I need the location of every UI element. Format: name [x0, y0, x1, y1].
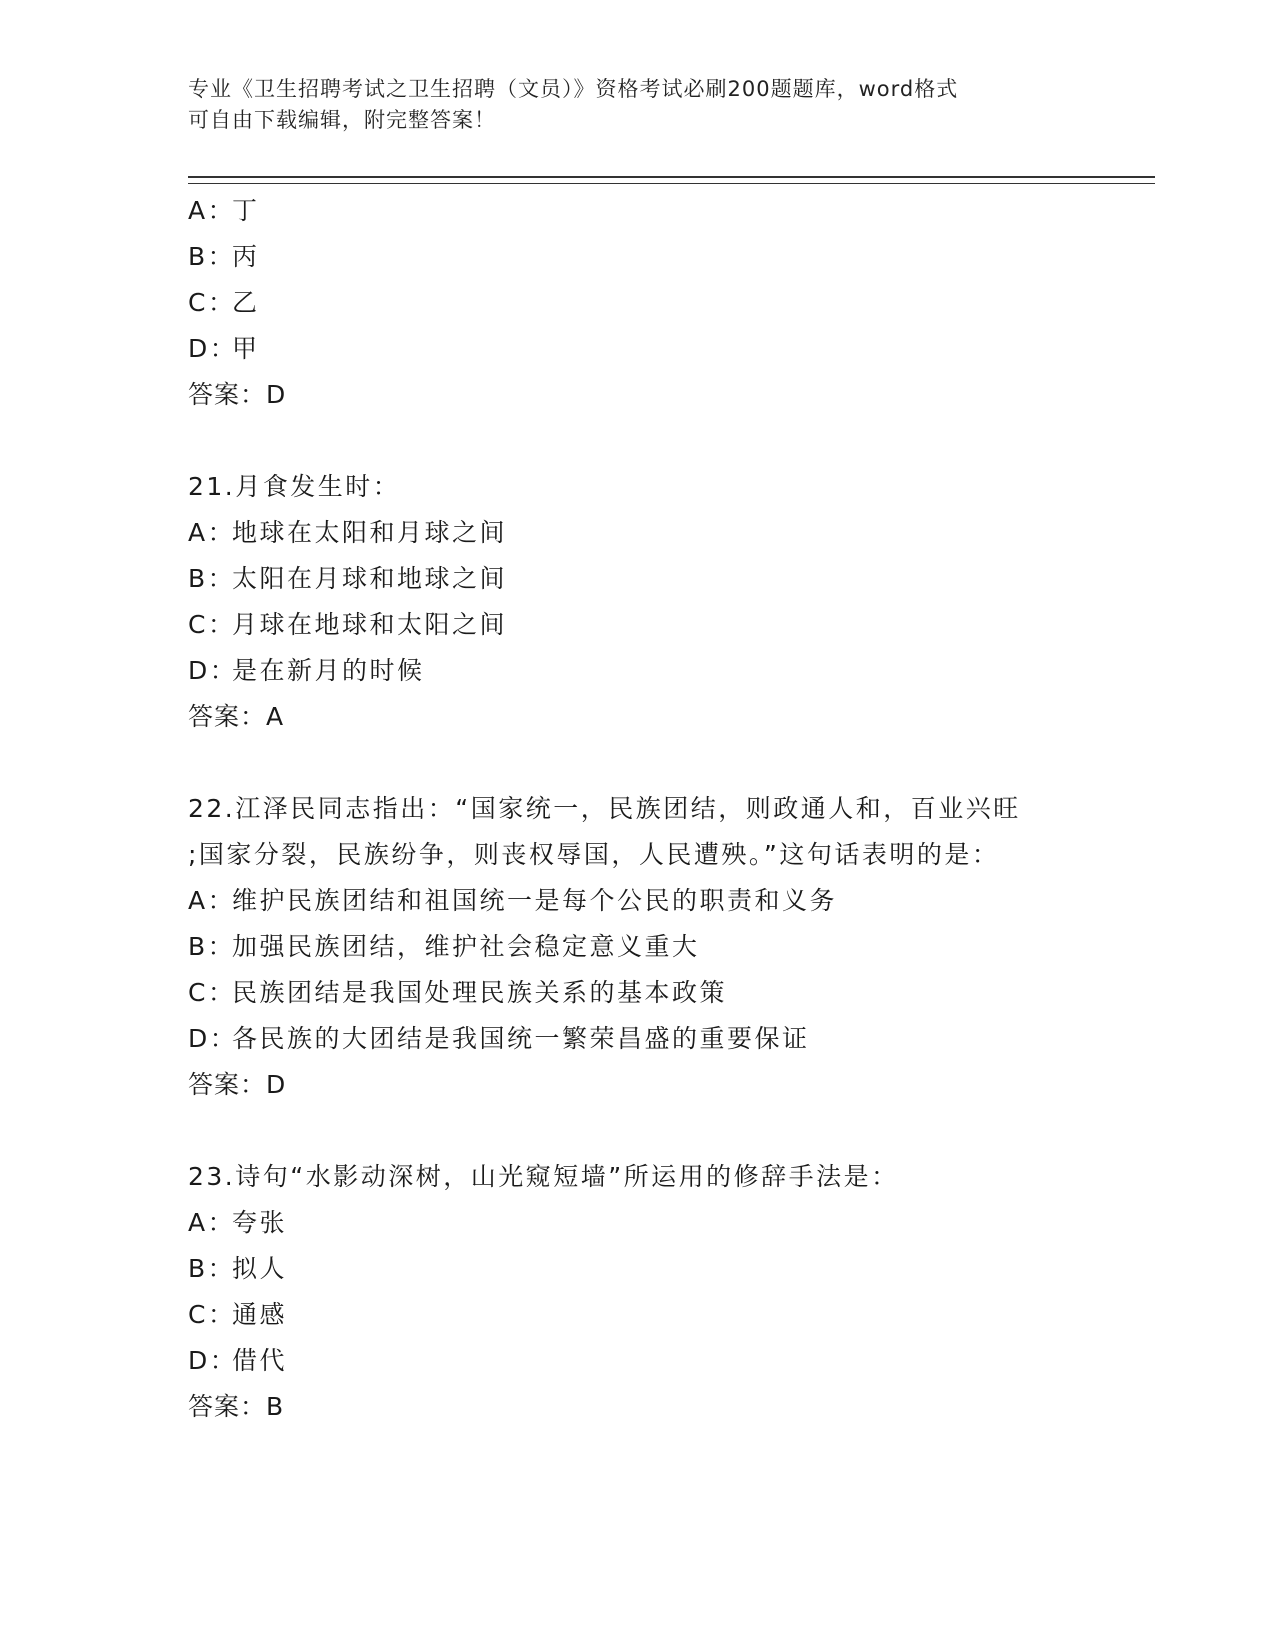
option-d — [188, 1016, 1155, 1062]
option-letter: A： — [188, 196, 236, 225]
option-text: 拟人 — [232, 1254, 288, 1283]
option-text: 借代 — [232, 1346, 288, 1375]
option-a — [188, 510, 1155, 556]
answer-line: 答案：A — [188, 702, 285, 731]
option-b — [188, 556, 1155, 602]
option-b — [188, 924, 1155, 970]
question-22-block — [188, 786, 1155, 1108]
option-b — [188, 234, 1155, 280]
header-line-2: 可自由下载编辑，附完整答案！ — [188, 108, 496, 132]
spacer — [188, 740, 1155, 786]
option-letter: A： — [188, 886, 236, 915]
option-text: 丙 — [232, 242, 260, 271]
option-letter: C： — [188, 978, 236, 1007]
option-letter: B： — [188, 242, 236, 271]
option-letter: D： — [188, 1346, 238, 1375]
header-divider — [188, 176, 1155, 184]
question-stem-line-2: ;国家分裂，民族纷争，则丧权辱国，人民遭殃。”这句话表明的是： — [188, 840, 1000, 869]
option-d — [188, 1338, 1155, 1384]
option-letter: A： — [188, 1208, 236, 1237]
option-letter: C： — [188, 610, 236, 639]
question-stem: 21.月食发生时： — [188, 472, 401, 501]
option-a — [188, 878, 1155, 924]
question-21-block — [188, 464, 1155, 740]
question-list — [188, 188, 1155, 1430]
question-stem: 23.诗句“水影动深树，山光窥短墙”所运用的修辞手法是： — [188, 1162, 899, 1191]
question-20-block — [188, 188, 1155, 418]
option-letter: B： — [188, 932, 236, 961]
option-a — [188, 188, 1155, 234]
option-text: 地球在太阳和月球之间 — [232, 518, 508, 547]
option-letter: D： — [188, 334, 238, 363]
option-text: 是在新月的时候 — [232, 656, 425, 685]
answer-line: 答案：B — [188, 1392, 285, 1421]
answer-line: 答案：D — [188, 1070, 287, 1099]
option-text: 各民族的大团结是我国统一繁荣昌盛的重要保证 — [232, 1024, 810, 1053]
answer-line: 答案：D — [188, 380, 287, 409]
page-header — [188, 74, 1068, 136]
option-text: 月球在地球和太阳之间 — [232, 610, 508, 639]
option-letter: C： — [188, 1300, 236, 1329]
option-c — [188, 1292, 1155, 1338]
option-text: 甲 — [232, 334, 260, 363]
option-d — [188, 326, 1155, 372]
option-a — [188, 1200, 1155, 1246]
option-letter: D： — [188, 1024, 238, 1053]
spacer — [188, 1108, 1155, 1154]
option-text: 加强民族团结，维护社会稳定意义重大 — [232, 932, 700, 961]
option-text: 维护民族团结和祖国统一是每个公民的职责和义务 — [232, 886, 838, 915]
option-text: 夸张 — [232, 1208, 288, 1237]
option-letter: C： — [188, 288, 236, 317]
option-letter: B： — [188, 1254, 236, 1283]
option-b — [188, 1246, 1155, 1292]
option-text: 通感 — [232, 1300, 288, 1329]
question-23-block — [188, 1154, 1155, 1430]
header-line-1: 专业《卫生招聘考试之卫生招聘（文员）》资格考试必刷200题题库，word格式 — [188, 77, 959, 101]
option-text: 乙 — [232, 288, 260, 317]
option-text: 丁 — [232, 196, 260, 225]
option-c — [188, 970, 1155, 1016]
option-letter: D： — [188, 656, 238, 685]
question-stem-line-1: 22.江泽民同志指出：“国家统一，民族团结，则政通人和，百业兴旺 — [188, 794, 1021, 823]
option-letter: A： — [188, 518, 236, 547]
option-c — [188, 602, 1155, 648]
option-text: 民族团结是我国处理民族关系的基本政策 — [232, 978, 728, 1007]
option-d — [188, 648, 1155, 694]
option-c — [188, 280, 1155, 326]
option-letter: B： — [188, 564, 236, 593]
spacer — [188, 418, 1155, 464]
option-text: 太阳在月球和地球之间 — [232, 564, 508, 593]
